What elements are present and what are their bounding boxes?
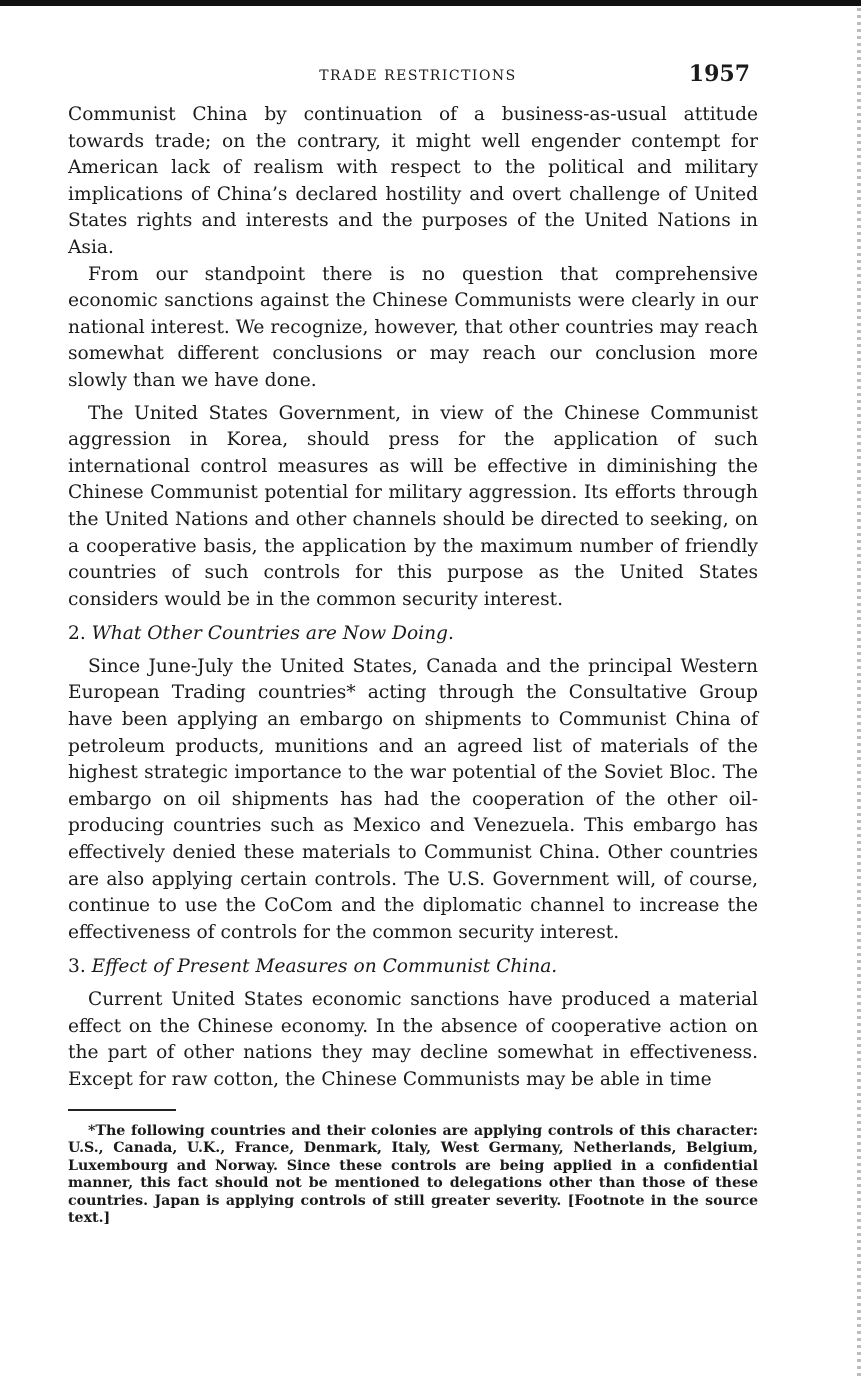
footnote-divider bbox=[68, 1109, 176, 1111]
section-number: 3. bbox=[68, 956, 86, 978]
footnote: *The following countries and their colonies are applying controls of this character: U.S., Canada, U.K., France, Denmark, Italy, West Germany, Netherlands, Belgium, Luxembourg and Norway. Since these controls are being applied in a confidential manner, this fact should not be mentioned to delegations other than those of these countries. Japan is applying controls of still greater severity. [Footnote in the source text.] bbox=[68, 1122, 758, 1226]
section-number: 2. bbox=[68, 623, 86, 645]
paragraph-us-government: The United States Government, in view of the Chinese Communist aggression in Korea, should press for the application of such international control measures as will be effective in diminishing the Chinese Communist potential for military aggression. Its efforts through the United Nations and other channels should be directed to seeking, on a cooperative basis, the application by the maximum number of friendly countries of such controls for this purpose as the United States considers would be in the common security interest. bbox=[68, 402, 758, 610]
paragraph-present-measures: Current United States economic sanctions have produced a material effect on the Chinese economy. In the absence of cooperative action on the part of other nations they may decline somewhat in effectiveness. Except for raw cotton, the Chinese Communists may be able in time bbox=[68, 989, 758, 1090]
page-number: 1957 bbox=[688, 61, 750, 87]
running-head: TRADE RESTRICTIONS bbox=[319, 68, 517, 84]
section-heading-3 bbox=[68, 954, 758, 981]
section-title: Effect of Present Measures on Communist China. bbox=[91, 956, 558, 978]
top-border-rule bbox=[0, 0, 861, 6]
page-edge-shadow bbox=[857, 8, 861, 1380]
section-heading-2 bbox=[68, 621, 758, 648]
document-page bbox=[68, 62, 758, 1227]
page-header bbox=[68, 62, 758, 102]
paragraph-our-standpoint: From our standpoint there is no question that comprehensive economic sanctions against the Chinese Communists were clearly in our national interest. We recognize, however, that other countries may reach somewhat different conclusions or may reach our conclusion more slowly than we have done. bbox=[68, 263, 758, 391]
section-title: What Other Countries are Now Doing. bbox=[91, 623, 454, 645]
body-text bbox=[68, 102, 758, 1093]
paragraph-other-countries: Since June-July the United States, Canada and the principal Western European Trading countries* acting through the Consultative Group have been applying an embargo on shipments to Communist China of petroleum products, munitions and an agreed list of materials of the highest strategic importance to the war potential of the Soviet Bloc. The embargo on oil shipments has had the cooperation of the other oil-producing countries such as Mexico and Venezuela. This embargo has effectively denied these materials to Communist China. Other countries are also applying certain controls. The U.S. Government will, of course, continue to use the CoCom and the diplomatic channel to increase the effectiveness of controls for the common security interest. bbox=[68, 655, 758, 943]
paragraph-continuation: Communist China by continuation of a business-as-usual attitude towards trade; on the contrary, it might well engender contempt for American lack of realism with respect to the political and military implications of China’s declared hostility and overt challenge of United States rights and interests and the purposes of the United Nations in Asia. bbox=[68, 104, 758, 258]
